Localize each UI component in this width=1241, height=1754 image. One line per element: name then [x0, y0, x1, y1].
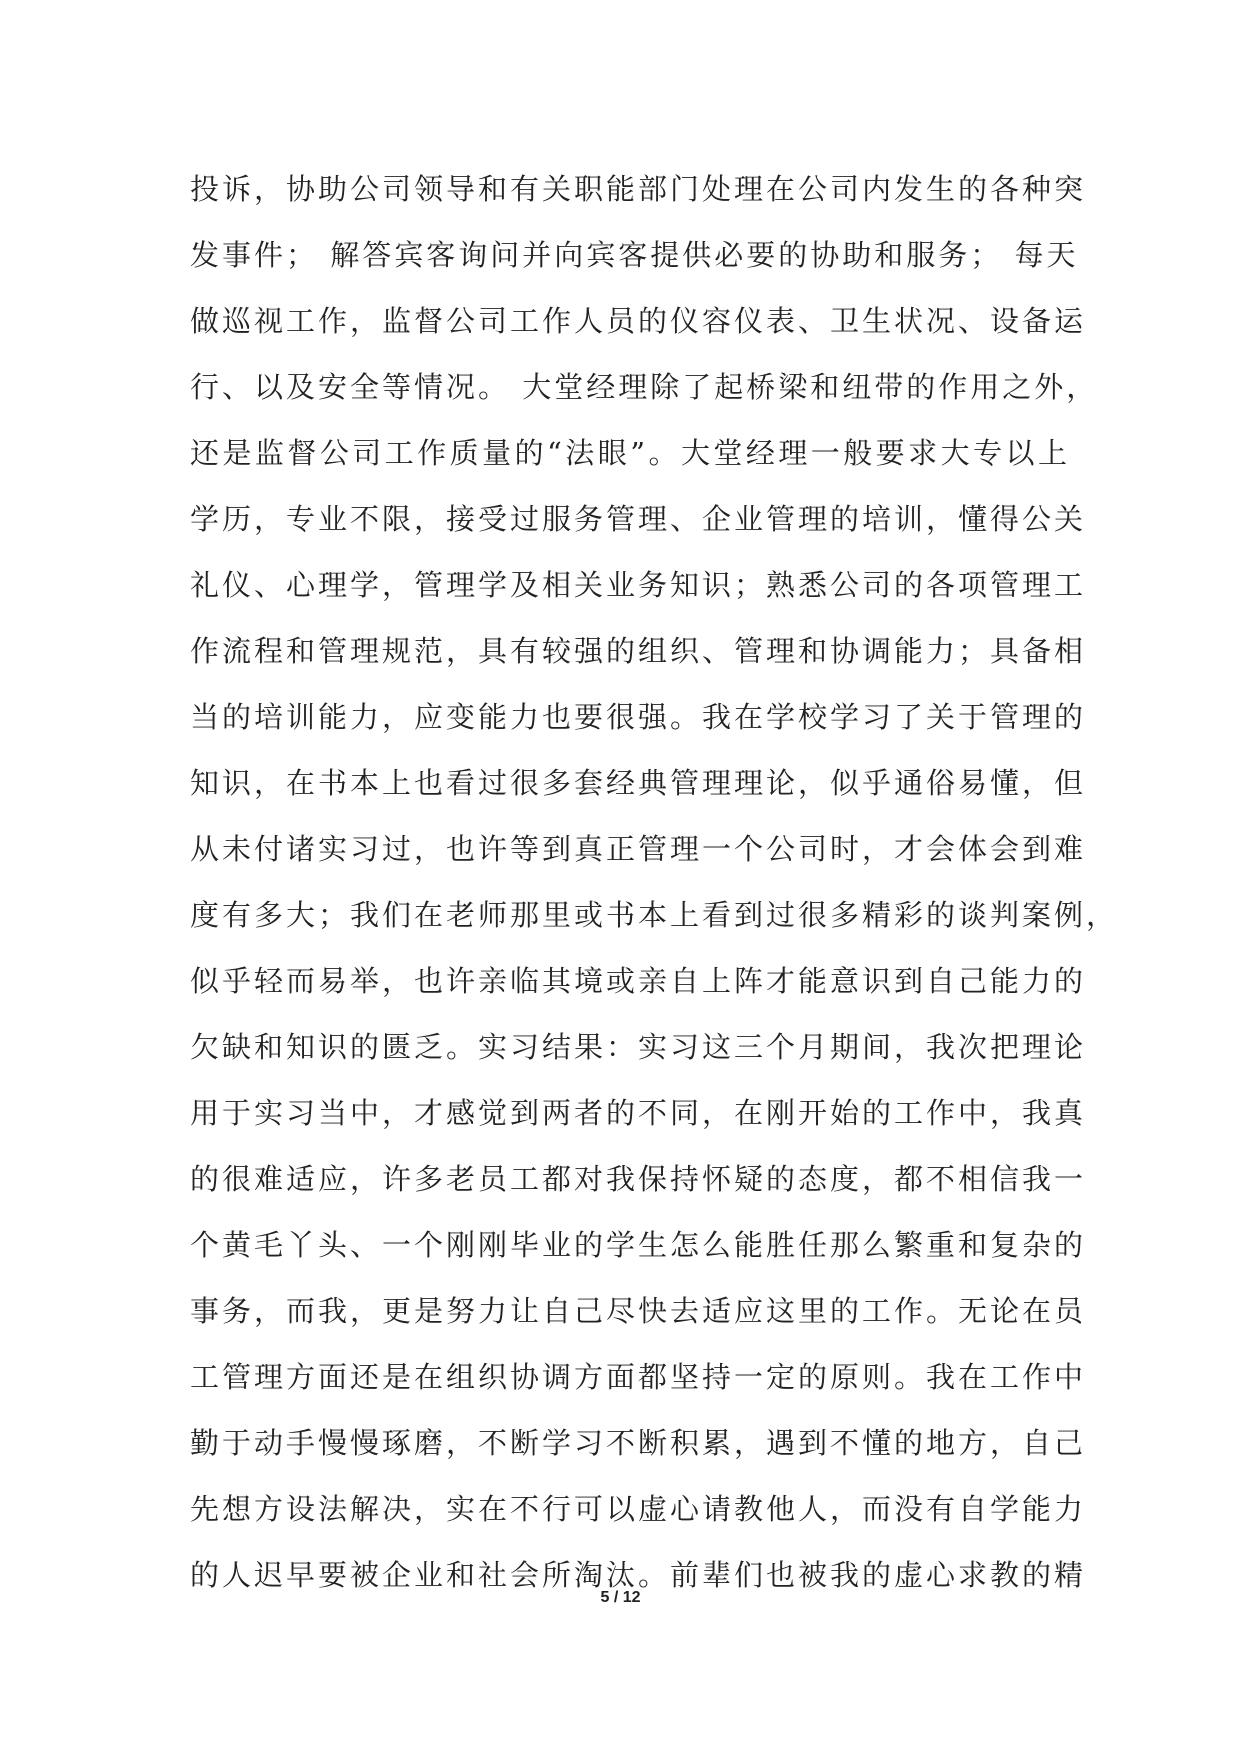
text-line: 从未付诸实习过，也许等到真正管理一个公司时，才会体会到难: [190, 832, 1087, 866]
text-line: 度有多大；我们在老师那里或书本上看到过很多精彩的谈判案例，: [190, 898, 1119, 932]
page-number: 5 / 12: [600, 1589, 641, 1606]
text-line: 还是监督公司工作质量的“法眼”。大堂经理一般要求大专以上: [190, 436, 1070, 470]
text-line: 工管理方面还是在组织协调方面都坚持一定的原则。我在工作中: [190, 1360, 1087, 1394]
text-line: 当的培训能力，应变能力也要很强。我在学校学习了关于管理的: [190, 700, 1087, 734]
text-line: 做巡视工作，监督公司工作人员的仪容仪表、卫生状况、设备运: [190, 304, 1087, 338]
text-line: 发事件； 解答宾客询问并向宾客提供必要的协助和服务； 每天: [190, 238, 1079, 272]
text-line: 欠缺和知识的匮乏。实习结果：实习这三个月期间，我次把理论: [190, 1030, 1087, 1064]
body-text: [190, 156, 1119, 1608]
text-line: 个黄毛丫头、一个刚刚毕业的学生怎么能胜任那么繁重和复杂的: [190, 1228, 1087, 1262]
text-line: 似乎轻而易举，也许亲临其境或亲自上阵才能意识到自己能力的: [190, 964, 1087, 998]
text-line: 的人迟早要被企业和社会所淘汰。前辈们也被我的虚心求教的精: [190, 1558, 1087, 1592]
text-line: 行、以及安全等情况。 大堂经理除了起桥梁和纽带的作用之外，: [190, 370, 1099, 404]
text-line: 知识，在书本上也看过很多套经典管理理论，似乎通俗易懂，但: [190, 766, 1087, 800]
text-line: 勤于动手慢慢琢磨，不断学习不断积累，遇到不懂的地方，自己: [190, 1426, 1087, 1460]
text-line: 事务，而我，更是努力让自己尽快去适应这里的工作。无论在员: [190, 1294, 1087, 1328]
text-line: 投诉，协助公司领导和有关职能部门处理在公司内发生的各种突: [190, 172, 1087, 206]
text-line: 作流程和管理规范，具有较强的组织、管理和协调能力；具备相: [190, 634, 1087, 668]
text-line: 的很难适应，许多老员工都对我保持怀疑的态度，都不相信我一: [190, 1162, 1087, 1196]
text-line: 先想方设法解决，实在不行可以虚心请教他人，而没有自学能力: [190, 1492, 1087, 1526]
text-line: 学历，专业不限，接受过服务管理、企业管理的培训，懂得公关: [190, 502, 1087, 536]
text-line: 用于实习当中，才感觉到两者的不同，在刚开始的工作中，我真: [190, 1096, 1087, 1130]
text-line: 礼仪、心理学，管理学及相关业务知识；熟悉公司的各项管理工: [190, 568, 1087, 602]
